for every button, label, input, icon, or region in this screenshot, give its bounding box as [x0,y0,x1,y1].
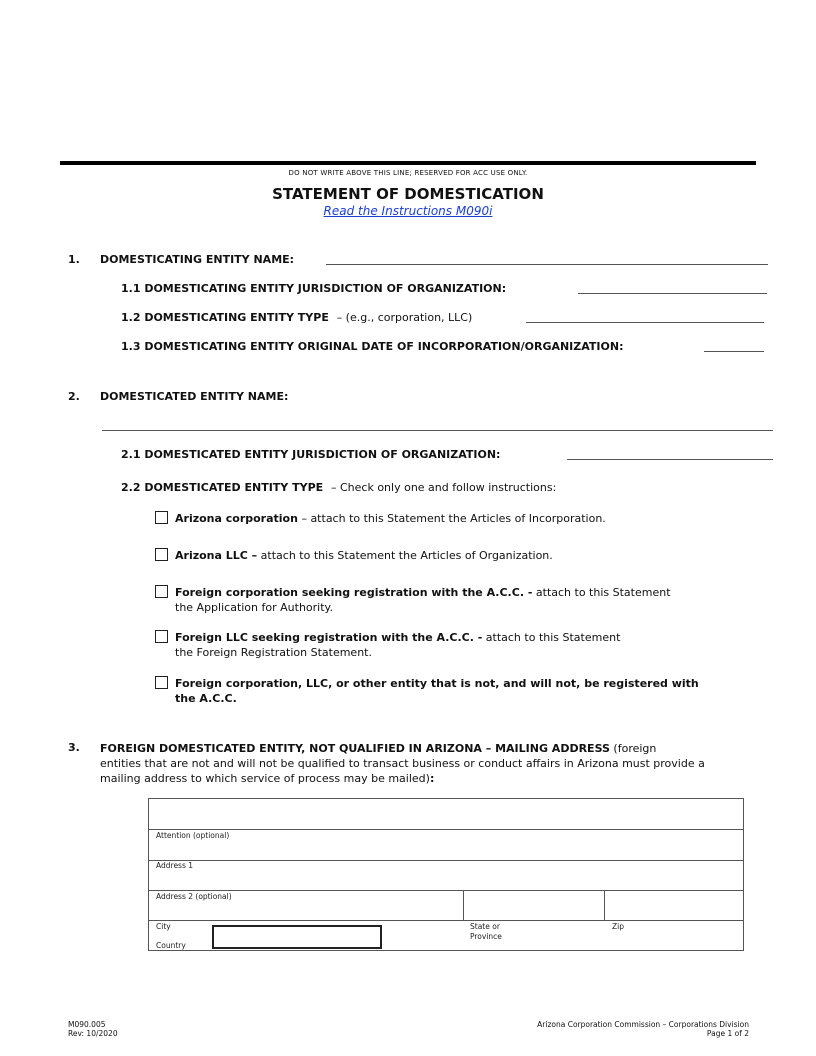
jurisdiction-field[interactable] [578,293,767,294]
domesticated-entity-name-label: DOMESTICATED ENTITY NAME: [100,390,289,403]
zip-caption: Zip [612,922,624,931]
section3-desc-colon: : [429,772,435,785]
address2-caption: Address 2 (optional) [156,892,232,901]
domesticated-type-note: – Check only one and follow instructions: [331,481,557,494]
entity-type-label [121,311,472,324]
section1-number: 1. [68,253,80,266]
domesticated-entity-name-field[interactable] [102,430,773,431]
top-rule [60,161,756,165]
foreign-llc-option [175,630,620,660]
arizona-llc-checkbox[interactable] [155,548,168,561]
section3-desc-line1: (foreign [613,742,657,755]
mailing-address-table [148,798,744,951]
option-text: attach to this Statement [482,631,621,644]
form-rev: Rev: 10/2020 [68,1029,118,1038]
entity-type-note: – (e.g., corporation, LLC) [336,311,473,324]
state-caption [470,922,502,942]
original-date-field[interactable] [704,351,764,352]
row-divider [149,829,743,830]
option-line2: the A.C.C. [175,692,237,705]
option-bold: Arizona corporation [175,512,298,525]
arizona-corporation-checkbox[interactable] [155,511,168,524]
option-bold: Foreign corporation seeking registration with the A.C.C. - [175,586,533,599]
domesticating-entity-name-field[interactable] [326,264,768,265]
domesticated-jurisdiction-label: 2.1 DOMESTICATED ENTITY JURISDICTION OF ORGANIZATION: [121,448,501,461]
domesticated-type-label-text: 2.2 DOMESTICATED ENTITY TYPE [121,481,324,494]
page-number: Page 1 of 2 [706,1029,749,1038]
foreign-llc-checkbox[interactable] [155,630,168,643]
column-divider [604,890,605,920]
foreign-unregistered-checkbox[interactable] [155,676,168,689]
foreign-corporation-option [175,585,671,615]
country-caption: Country [156,941,186,950]
row-divider [149,890,743,891]
footer-form-id [68,1020,118,1038]
arizona-llc-option [175,548,553,563]
domesticating-entity-name-label: DOMESTICATING ENTITY NAME: [100,253,295,266]
option-line2: the Application for Authority. [175,601,333,614]
option-text: attach to this Statement [532,586,671,599]
option-text: – attach to this Statement the Articles of Incorporation. [297,512,606,525]
column-divider [463,890,464,920]
option-line2: the Foreign Registration Statement. [175,646,372,659]
page-title: STATEMENT OF DOMESTICATION [272,185,544,203]
entity-type-field[interactable] [526,322,764,323]
agency-name: Arizona Corporation Commission – Corporations Division [537,1020,749,1029]
row-divider [149,920,743,921]
foreign-corporation-checkbox[interactable] [155,585,168,598]
foreign-unregistered-option [175,676,699,706]
state-caption-line1: State or [470,922,500,931]
option-text: attach to this Statement the Articles of Organization. [257,549,553,562]
section3-desc-line2: entities that are not and will not be qualified to transact business or conduct affairs in Arizona must provide a [100,757,705,770]
domesticated-type-label [121,481,556,494]
row-divider [149,860,743,861]
attention-caption: Attention (optional) [156,831,230,840]
form-id: M090.005 [68,1020,106,1029]
section3-heading [100,741,770,786]
reserved-note: DO NOT WRITE ABOVE THIS LINE; RESERVED FOR ACC USE ONLY. [288,169,528,177]
option-bold: Foreign corporation, LLC, or other entity that is not, and will not, be registered with [175,677,699,690]
section3-desc-line3: mailing address to which service of process may be mailed) [100,772,430,785]
section3-number: 3. [68,741,80,754]
jurisdiction-label: 1.1 DOMESTICATING ENTITY JURISDICTION OF ORGANIZATION: [121,282,507,295]
instructions-link[interactable]: Read the Instructions M090i [323,204,493,218]
section2-number: 2. [68,390,80,403]
option-bold: Arizona LLC – [175,549,258,562]
option-bold: Foreign LLC seeking registration with the A.C.C. - [175,631,483,644]
original-date-label: 1.3 DOMESTICATING ENTITY ORIGINAL DATE OF INCORPORATION/ORGANIZATION: [121,340,624,353]
city-caption: City [156,922,171,931]
section3-label: FOREIGN DOMESTICATED ENTITY, NOT QUALIFIED IN ARIZONA – MAILING ADDRESS [100,742,610,755]
country-input[interactable] [212,925,382,949]
domesticated-jurisdiction-field[interactable] [567,459,773,460]
state-caption-line2: Province [470,932,502,941]
arizona-corporation-option [175,511,606,526]
entity-type-label-text: 1.2 DOMESTICATING ENTITY TYPE [121,311,329,324]
address1-caption: Address 1 [156,861,194,870]
footer-agency [537,1020,749,1038]
